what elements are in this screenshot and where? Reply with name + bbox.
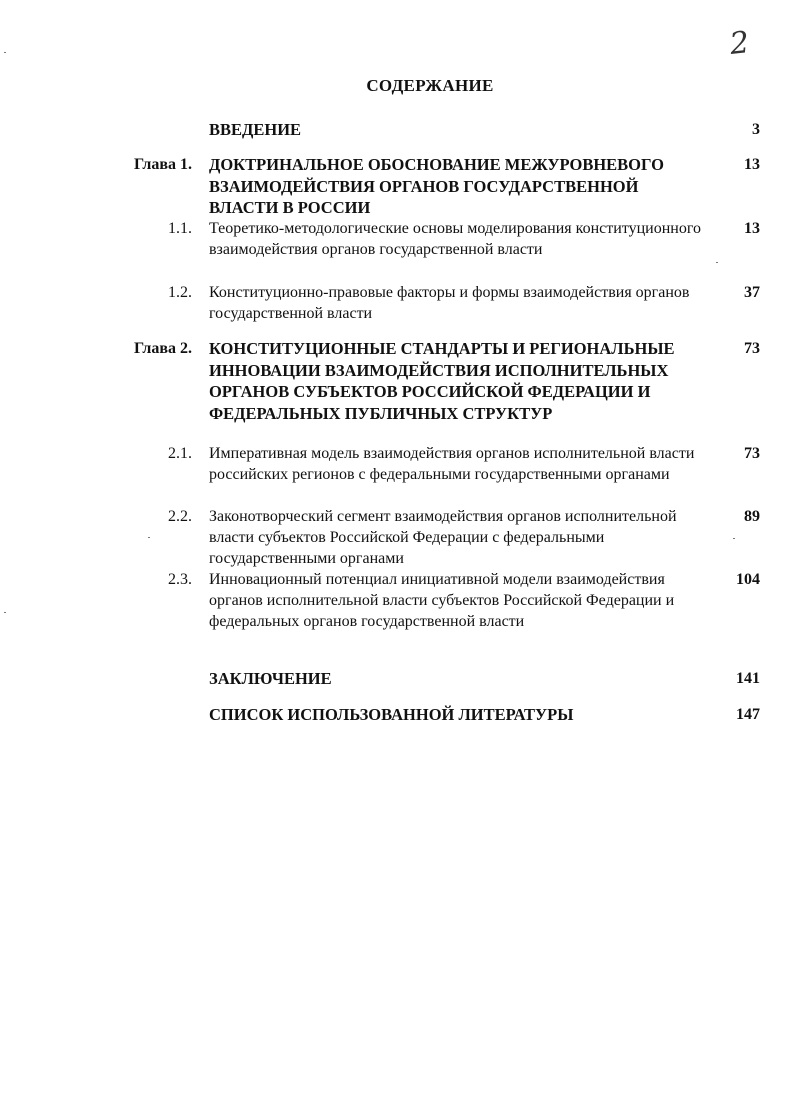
section-number: 1.1. bbox=[168, 220, 192, 237]
chapter-title: КОНСТИТУЦИОННЫЕ СТАНДАРТЫ И РЕГИОНАЛЬНЫЕ ИННОВАЦИИ ВЗАИМОДЕЙСТВИЯ ИСПОЛНИТЕЛЬНЫХ ОРГАНОВ СУБЪЕКТОВ РОССИЙСКОЙ ФЕДЕРАЦИИ И ФЕДЕРАЛЬНЫХ ПУБЛИЧНЫХ СТРУКТУР bbox=[209, 339, 675, 423]
section-number: 2.2. bbox=[168, 508, 192, 525]
chapter-label: Глава 1. bbox=[134, 156, 192, 173]
section-page: 73 bbox=[744, 445, 760, 462]
section-title: Императивная модель взаимодействия органов исполнительной власти российских регионов с федеральными государственными органами bbox=[209, 445, 695, 483]
section-number: 1.2. bbox=[168, 284, 192, 301]
section-page: 13 bbox=[744, 220, 760, 237]
chapter-page: 73 bbox=[744, 340, 760, 357]
section-page: 89 bbox=[744, 508, 760, 525]
section-title: Инновационный потенциал инициативной модели взаимодействия органов исполнительной власти субъектов Российской Федерации и федеральных органов государственной власти bbox=[209, 571, 675, 630]
section-title: Теоретико-методологические основы моделирования конституционного взаимодействия органов государственной власти bbox=[209, 220, 702, 258]
section-page: 104 bbox=[736, 571, 760, 588]
chapter-page: 13 bbox=[744, 156, 760, 173]
section-title: Конституционно-правовые факторы и формы взаимодействия органов государственной власти bbox=[209, 284, 690, 322]
toc-entry-page: 147 bbox=[736, 706, 760, 723]
section-title: Законотворческий сегмент взаимодействия органов исполнительной власти субъектов Российской Федерации с федеральными государственными органами bbox=[209, 508, 677, 567]
section-number: 2.3. bbox=[168, 571, 192, 588]
chapter-title: ДОКТРИНАЛЬНОЕ ОБОСНОВАНИЕ МЕЖУРОВНЕВОГО ВЗАИМОДЕЙСТВИЯ ОРГАНОВ ГОСУДАРСТВЕННОЙ ВЛАСТИ В РОССИИ bbox=[209, 155, 664, 217]
scan-speck bbox=[716, 262, 718, 263]
chapter-label: Глава 2. bbox=[134, 340, 192, 357]
toc-entry-title: ЗАКЛЮЧЕНИЕ bbox=[209, 669, 332, 688]
section-page: 37 bbox=[744, 284, 760, 301]
page-title: СОДЕРЖАНИЕ bbox=[366, 76, 494, 95]
toc-entry-page: 3 bbox=[752, 121, 760, 138]
scan-speck bbox=[733, 538, 735, 539]
scan-speck bbox=[4, 612, 6, 613]
scan-speck bbox=[148, 537, 150, 538]
section-number: 2.1. bbox=[168, 445, 192, 462]
handwritten-page-number: 2 bbox=[728, 25, 751, 62]
toc-entry-title: СПИСОК ИСПОЛЬЗОВАННОЙ ЛИТЕРАТУРЫ bbox=[209, 705, 574, 724]
toc-entry-title: ВВЕДЕНИЕ bbox=[209, 120, 302, 139]
toc-entry-page: 141 bbox=[736, 670, 760, 687]
scan-speck bbox=[4, 52, 6, 53]
